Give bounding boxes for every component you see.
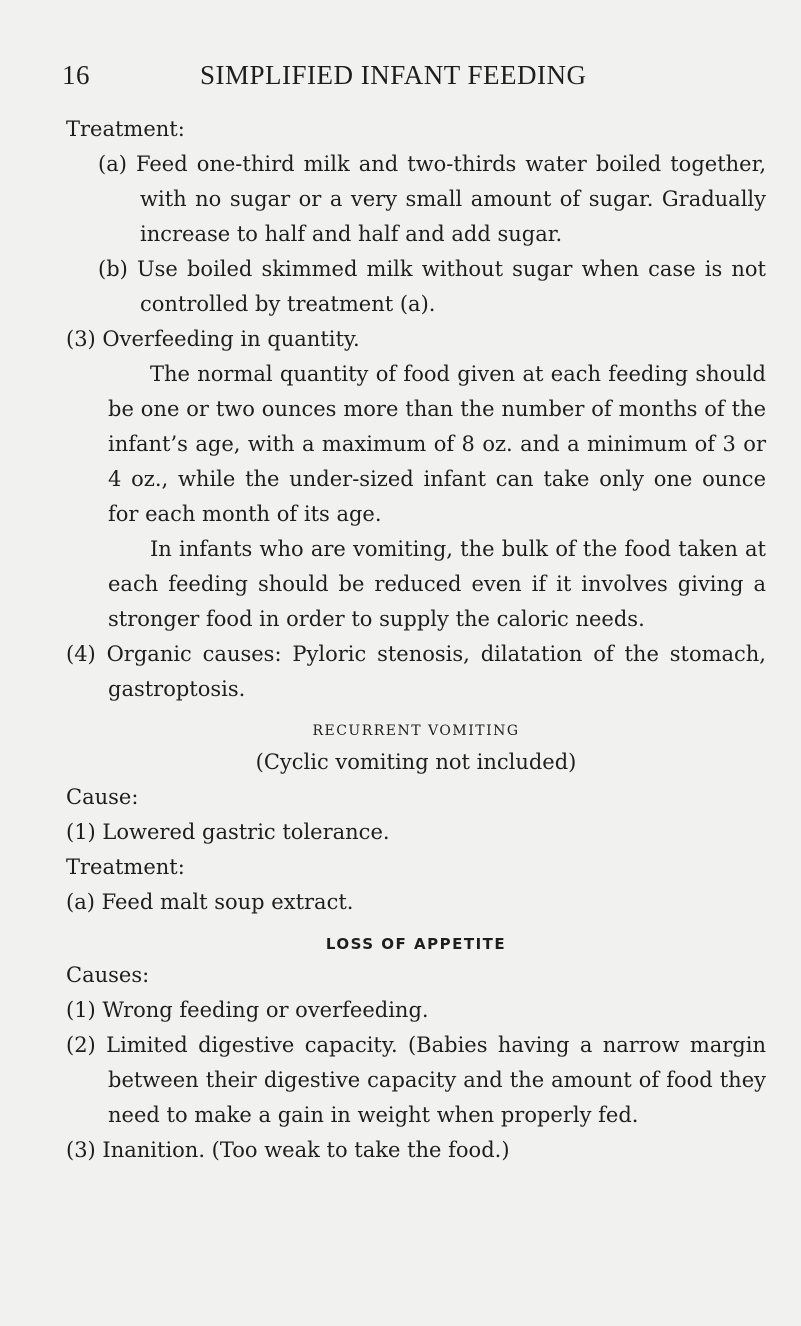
causes-label: Causes:: [66, 963, 150, 987]
appetite-cause-item-2: (2) Limited digestive capacity. (Babies having a narrow margin between their digestive capacity and the amount of food they need to make a gain in weight when properly fed.: [66, 1033, 766, 1127]
recurrent-treatment-item-a: (a) Feed malt soup extract.: [66, 890, 354, 914]
treatment-item-a: (a) Feed one-third milk and two-thirds water boiled together, with no sugar or a very small amount of sugar. Gradually increase to half and half and add sugar.: [98, 152, 766, 246]
recurrent-treatment-label: Treatment:: [66, 855, 185, 879]
section-heading-loss-of-appetite: LOSS OF APPETITE: [325, 935, 507, 953]
section-subheading-cyclic: (Cyclic vomiting not included): [255, 750, 577, 774]
recurrent-cause-item-1: (1) Lowered gastric tolerance.: [66, 820, 390, 844]
treatment-item-b: (b) Use boiled skimmed milk without sugar when case is not controlled by treatment (a).: [98, 257, 766, 316]
cause-item-3: (3) Overfeeding in quantity.: [66, 327, 360, 351]
section-heading-recurrent-vomiting: RECURRENT VOMITING: [312, 723, 520, 739]
paragraph-vomiting-infants: In infants who are vomiting, the bulk of the food taken at each feeding should be reduced even if it involves giving a stronger food in order to supply the caloric needs.: [108, 537, 766, 631]
running-title: SIMPLIFIED INFANT FEEDING: [200, 60, 587, 90]
appetite-cause-item-1: (1) Wrong feeding or overfeeding.: [66, 998, 429, 1022]
cause-label: Cause:: [66, 785, 139, 809]
cause-item-4: (4) Organic causes: Pyloric stenosis, dilatation of the stomach, gastroptosis.: [66, 642, 766, 701]
page-body: [66, 112, 766, 1168]
appetite-cause-item-3: (3) Inanition. (Too weak to take the food.): [66, 1138, 510, 1162]
paragraph-normal-quantity: The normal quantity of food given at each feeding should be one or two ounces more than the number of months of the infant’s age, with a maximum of 8 oz. and a minimum of 3 or 4 oz., while the under-sized infant can take only one ounce for each month of its age.: [108, 362, 766, 526]
running-head: [62, 60, 742, 100]
page-number: 16: [62, 60, 90, 90]
treatment-label: Treatment:: [66, 117, 185, 141]
